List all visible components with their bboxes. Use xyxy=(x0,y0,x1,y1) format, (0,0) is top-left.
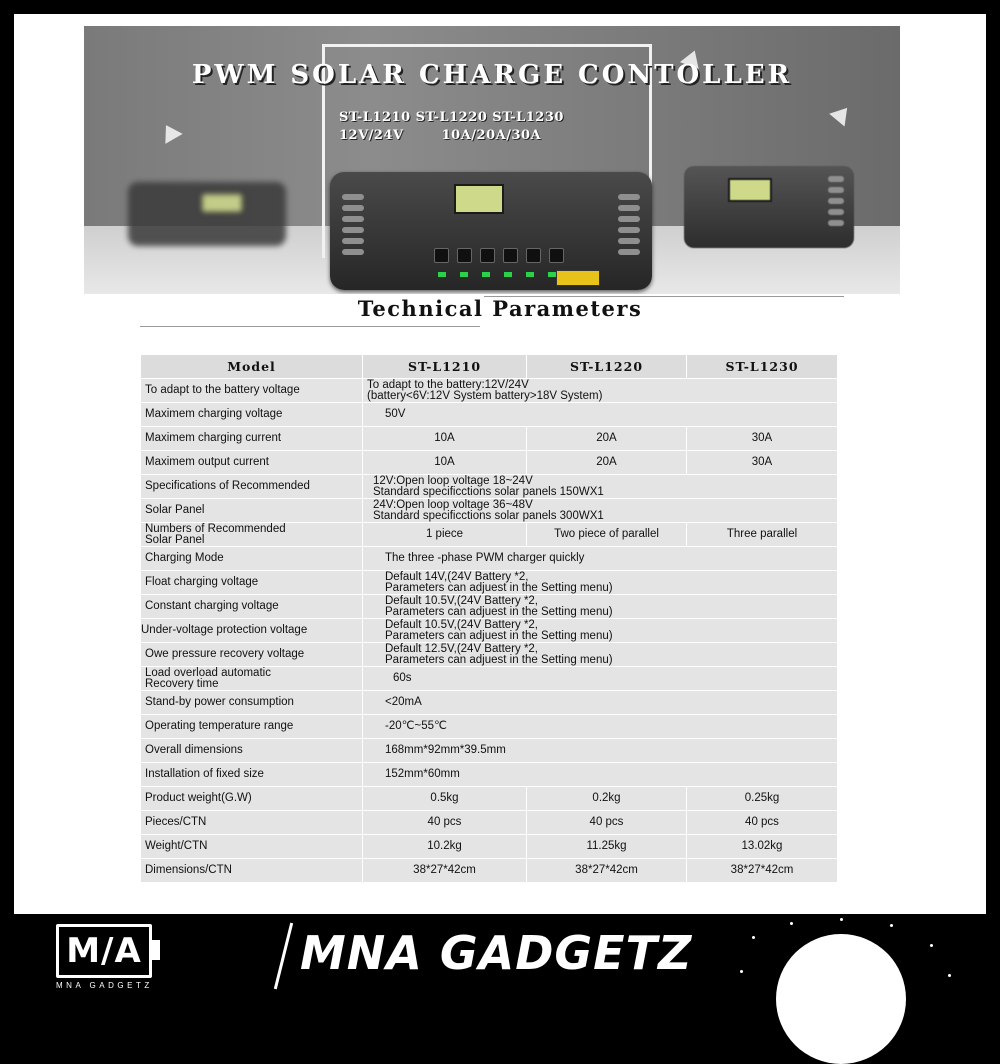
vent-grille-icon xyxy=(828,176,844,231)
cell-value: 40 pcs xyxy=(363,811,527,835)
value-line: Parameters can adjuest in the Setting menu) xyxy=(385,653,613,666)
row-value xyxy=(363,499,838,523)
cell-value: 10A xyxy=(363,427,527,451)
triangle-icon xyxy=(829,101,855,126)
table-row xyxy=(141,619,838,643)
banner-voltage: 12V/24V xyxy=(339,128,404,143)
cell-value: Two piece of parallel xyxy=(527,523,687,547)
table-row xyxy=(141,715,838,739)
table-row xyxy=(141,451,838,475)
row-label xyxy=(141,667,363,691)
row-value: 60s xyxy=(363,667,838,691)
cell-value: 30A xyxy=(687,451,838,475)
title-rule xyxy=(140,326,480,327)
lcd-screen xyxy=(200,192,244,214)
table-row xyxy=(141,811,838,835)
row-value: -20℃~55℃ xyxy=(363,715,838,739)
value-line: Default 10.5V,(24V Battery *2, xyxy=(385,618,539,631)
star-dot-icon xyxy=(790,922,793,925)
cell-value: 0.2kg xyxy=(527,787,687,811)
row-label xyxy=(141,523,363,547)
row-label: Dimensions/CTN xyxy=(141,859,363,883)
star-dot-icon xyxy=(740,970,743,973)
table-row xyxy=(141,379,838,403)
row-value xyxy=(363,643,838,667)
row-value: 152mm*60mm xyxy=(363,763,838,787)
divider-slash xyxy=(274,923,293,990)
table-row xyxy=(141,595,838,619)
table-row xyxy=(141,739,838,763)
cell-value: Three parallel xyxy=(687,523,838,547)
cell-value: 20A xyxy=(527,451,687,475)
value-line: Standard specificctions solar panels 300WX1 xyxy=(373,509,604,522)
cell-value: 38*27*42cm xyxy=(687,859,838,883)
table-row xyxy=(141,523,838,547)
table-row xyxy=(141,835,838,859)
table-row xyxy=(141,787,838,811)
label-line: Numbers of Recommended xyxy=(145,522,286,535)
row-label: Weight/CTN xyxy=(141,835,363,859)
value-line: (battery<6V:12V System battery>18V System) xyxy=(367,389,603,402)
controller-image-right xyxy=(684,166,854,248)
lcd-screen xyxy=(728,178,772,202)
controller-image-main xyxy=(330,172,652,290)
row-label: Installation of fixed size xyxy=(141,763,363,787)
banner-title: PWM SOLAR CHARGE CONTOLLER xyxy=(191,60,793,90)
value-line: To adapt to the battery:12V/24V xyxy=(367,378,529,391)
row-label: Charging Mode xyxy=(141,547,363,571)
banner-current: 10A/20A/30A xyxy=(441,128,542,143)
logo-subtitle: MNA GADGETZ xyxy=(56,981,153,990)
row-value xyxy=(363,475,838,499)
logo-text: M/A xyxy=(66,931,142,971)
label-line: Solar Panel xyxy=(145,533,205,546)
row-label: Product weight(G.W) xyxy=(141,787,363,811)
table-row xyxy=(141,691,838,715)
header-model: Model xyxy=(141,355,363,379)
table-row xyxy=(141,859,838,883)
table-row xyxy=(141,547,838,571)
value-line: Standard specificctions solar panels 150WX1 xyxy=(373,485,604,498)
row-value xyxy=(363,379,838,403)
row-label: Overall dimensions xyxy=(141,739,363,763)
cell-value: 11.25kg xyxy=(527,835,687,859)
row-label: Maximem output current xyxy=(141,451,363,475)
cell-value: 0.25kg xyxy=(687,787,838,811)
star-dot-icon xyxy=(890,924,893,927)
cell-value: 1 piece xyxy=(363,523,527,547)
value-line: 12V:Open loop voltage 18~24V xyxy=(373,474,533,487)
star-dot-icon xyxy=(840,918,843,921)
label-line: Load overload automatic xyxy=(145,666,271,679)
product-sheet xyxy=(14,14,986,914)
cell-value: 10A xyxy=(363,451,527,475)
table-row xyxy=(141,427,838,451)
cell-value: 0.5kg xyxy=(363,787,527,811)
row-label: Operating temperature range xyxy=(141,715,363,739)
warning-label-icon xyxy=(556,270,600,286)
header-st-l1210: ST-L1210 xyxy=(363,355,527,379)
row-label: Specifications of Recommended xyxy=(141,475,363,499)
star-dot-icon xyxy=(948,974,951,977)
row-value xyxy=(363,619,838,643)
value-line: 24V:Open loop voltage 36~48V xyxy=(373,498,533,511)
vent-grille-icon xyxy=(618,194,640,260)
cell-value: 10.2kg xyxy=(363,835,527,859)
header-st-l1220: ST-L1220 xyxy=(527,355,687,379)
table-row xyxy=(141,403,838,427)
value-line: Parameters can adjuest in the Setting menu) xyxy=(385,629,613,642)
row-label: Owe pressure recovery voltage xyxy=(141,643,363,667)
row-label: Maximem charging current xyxy=(141,427,363,451)
value-line: Parameters can adjuest in the Setting menu) xyxy=(385,581,613,594)
specs-table xyxy=(140,354,838,883)
banner-models: ST-L1210 ST-L1220 ST-L1230 xyxy=(339,110,564,125)
brand-footer xyxy=(0,914,1000,1000)
table-row xyxy=(141,667,838,691)
brand-name: MNA GADGETZ xyxy=(300,926,693,980)
row-value: <20mA xyxy=(363,691,838,715)
controller-image-left xyxy=(128,182,286,246)
cell-value: 40 pcs xyxy=(527,811,687,835)
row-label: Under-voltage protection voltage xyxy=(141,619,363,643)
row-value xyxy=(363,595,838,619)
cell-value: 30A xyxy=(687,427,838,451)
led-indicator-icon xyxy=(438,272,556,277)
globe-arc-icon xyxy=(776,934,906,1064)
table-row xyxy=(141,643,838,667)
row-label: Solar Panel xyxy=(141,499,363,523)
table-row xyxy=(141,499,838,523)
table-header-row xyxy=(141,355,838,379)
row-label: To adapt to the battery voltage xyxy=(141,379,363,403)
row-value: 168mm*92mm*39.5mm xyxy=(363,739,838,763)
row-value: 50V xyxy=(363,403,838,427)
row-value: The three -phase PWM charger quickly xyxy=(363,547,838,571)
value-line: Default 12.5V,(24V Battery *2, xyxy=(385,642,539,655)
header-st-l1230: ST-L1230 xyxy=(687,355,838,379)
vent-grille-icon xyxy=(342,194,364,260)
section-title: Technical Parameters xyxy=(357,296,643,321)
row-value xyxy=(363,571,838,595)
value-line: Parameters can adjuest in the Setting menu) xyxy=(385,605,613,618)
product-banner xyxy=(84,26,900,294)
battery-terminal-icon xyxy=(152,940,160,960)
terminal-block-icon xyxy=(434,248,564,263)
cell-value: 38*27*42cm xyxy=(527,859,687,883)
row-label: Pieces/CTN xyxy=(141,811,363,835)
value-line: Default 10.5V,(24V Battery *2, xyxy=(385,594,539,607)
triangle-icon xyxy=(157,120,182,144)
row-label: Float charging voltage xyxy=(141,571,363,595)
cell-value: 40 pcs xyxy=(687,811,838,835)
star-dot-icon xyxy=(930,944,933,947)
cell-value: 20A xyxy=(527,427,687,451)
table-row xyxy=(141,763,838,787)
row-label: Stand-by power consumption xyxy=(141,691,363,715)
table-row xyxy=(141,571,838,595)
banner-specs xyxy=(339,128,659,143)
battery-logo-icon xyxy=(56,924,152,978)
cell-value: 38*27*42cm xyxy=(363,859,527,883)
row-label: Constant charging voltage xyxy=(141,595,363,619)
lcd-screen xyxy=(454,184,504,214)
cell-value: 13.02kg xyxy=(687,835,838,859)
label-line: Recovery time xyxy=(145,677,219,690)
value-line: Default 14V,(24V Battery *2, xyxy=(385,570,529,583)
row-label: Maximem charging voltage xyxy=(141,403,363,427)
table-row xyxy=(141,475,838,499)
star-dot-icon xyxy=(752,936,755,939)
